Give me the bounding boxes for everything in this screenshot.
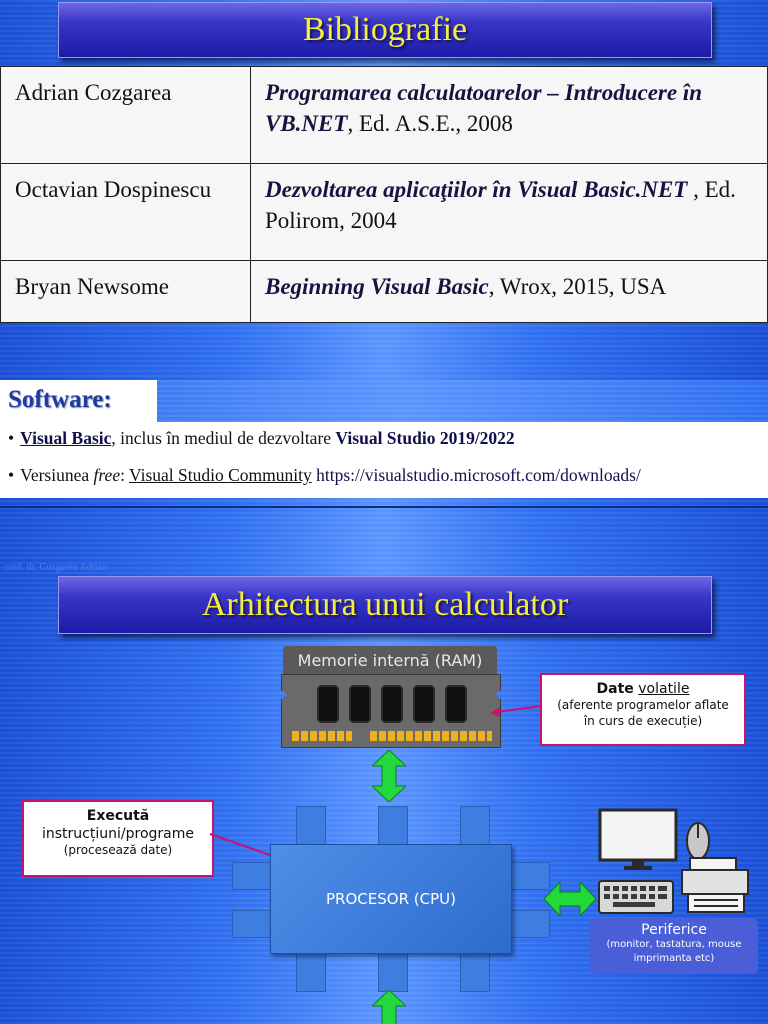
table-row [1, 67, 768, 164]
book-cell [251, 261, 768, 323]
book-cell [251, 67, 768, 164]
ram-chip [445, 685, 467, 723]
slide-title: Arhitectura unui calculator [201, 586, 569, 623]
callout-heading [24, 808, 212, 824]
slide-arhitectura [0, 508, 768, 1024]
double-arrow-icon [372, 990, 406, 1024]
callout-line: (aferente programelor aflate [557, 698, 729, 712]
date-bold: Date [596, 681, 634, 697]
ram-label: Memorie internă (RAM) [283, 646, 497, 676]
volatile-underlined: volatile [638, 681, 690, 697]
colon-text: : [120, 465, 130, 485]
title-bar [58, 576, 712, 634]
bullet-text: Versiunea [20, 465, 94, 485]
software-heading: Software: [8, 386, 112, 413]
double-arrow-icon [544, 882, 596, 916]
peripherals-line: imprimanta etc) [633, 953, 715, 964]
ram-pins [370, 731, 492, 741]
download-url-link[interactable]: https://visualstudio.microsoft.com/downloads/ [316, 465, 641, 485]
author-cell: Bryan Newsome [1, 261, 251, 323]
keyboard-icon [598, 880, 674, 914]
cpu-pin [296, 950, 326, 992]
bibliography-table [0, 66, 768, 323]
cpu-label: PROCESOR (CPU) [326, 890, 456, 908]
book-details: , Ed. Polirom, 2004 [265, 177, 736, 233]
slide-bibliografie [0, 0, 768, 507]
background-strip [157, 380, 768, 422]
execute-callout [22, 800, 214, 877]
printer-icon [680, 856, 752, 914]
visual-studio-text: Visual Studio 2019/2022 [335, 428, 515, 448]
book-title: Programarea calculatoarelor – Introducere în VB.NET [265, 80, 703, 136]
callout-heading [542, 681, 744, 697]
vs-community-link[interactable]: Visual Studio Community [129, 465, 312, 485]
peripherals-title: Periferice [641, 922, 707, 938]
author-cell: Octavian Dospinescu [1, 164, 251, 261]
visual-basic-text: Visual Basic [20, 428, 112, 448]
cpu-pin [232, 910, 274, 938]
book-title: Dezvoltarea aplicaţiilor în Visual Basic.NET [265, 177, 688, 202]
double-arrow-icon [372, 750, 406, 802]
bullet-dot: • [8, 465, 15, 485]
book-details: , Ed. A.S.E., 2008 [347, 111, 513, 136]
book-title: Beginning Visual Basic [265, 274, 489, 299]
ram-chip [381, 685, 403, 723]
ram-pins [292, 731, 352, 741]
cpu-pin [378, 806, 408, 848]
execute-bold: Execută [86, 808, 150, 824]
software-bullet-1 [8, 428, 515, 449]
slide-title: Bibliografie [302, 11, 468, 48]
cpu-pin [296, 806, 326, 848]
book-cell [251, 164, 768, 261]
ram-chip [413, 685, 435, 723]
table-row [1, 164, 768, 261]
title-bar [58, 2, 712, 58]
pointer-arrow-icon [488, 698, 544, 720]
cpu-pin [460, 950, 490, 992]
callout-line: în curs de execuție) [583, 714, 703, 728]
bullet-dot: • [8, 428, 15, 448]
software-bullet-2 [8, 465, 641, 486]
peripherals-line: (monitor, tastatura, mouse [606, 939, 742, 950]
cpu-pin [232, 862, 274, 890]
ram-chip [349, 685, 371, 723]
free-text: free [93, 465, 121, 485]
cpu-core [270, 844, 512, 954]
book-details: , Wrox, 2015, USA [488, 274, 667, 299]
cpu-pin [378, 950, 408, 992]
author-cell: Adrian Cozgarea [1, 67, 251, 164]
monitor-icon [598, 808, 678, 872]
callout-line: (procesează date) [63, 843, 173, 857]
ram-module-icon [281, 674, 501, 748]
ram-chip [317, 685, 339, 723]
date-volatile-callout [540, 673, 746, 746]
peripherals-box [590, 918, 758, 974]
table-row [1, 261, 768, 323]
callout-line: instrucțiuni/programe [42, 826, 194, 842]
author-credit: conf. dr. Cozgarea Adrian [4, 562, 108, 573]
cpu-pin [460, 806, 490, 848]
bullet-text: , inclus în mediul de dezvoltare [111, 428, 336, 448]
